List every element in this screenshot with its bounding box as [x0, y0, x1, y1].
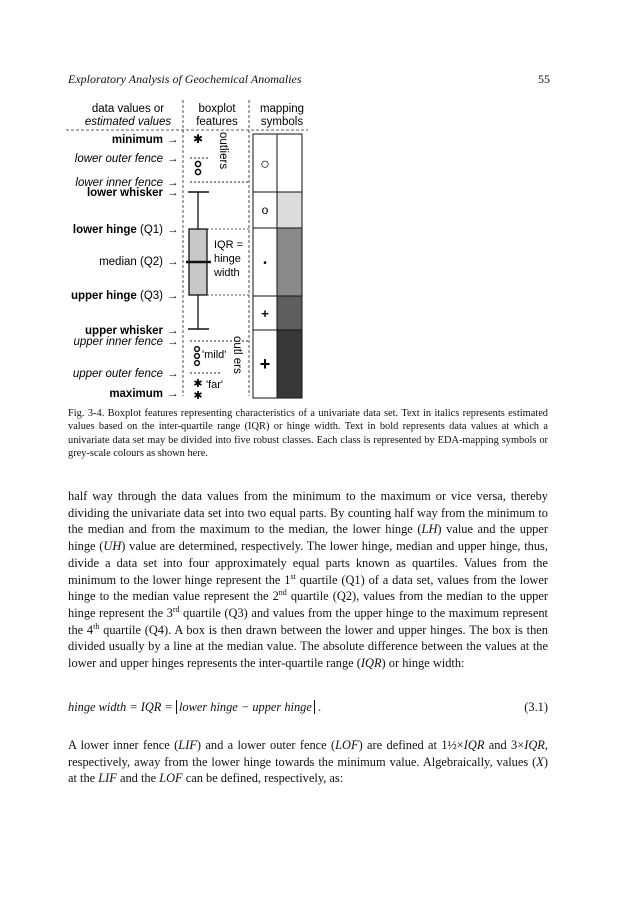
equation-3-1	[68, 700, 548, 715]
grey-class-5	[277, 330, 302, 398]
figure-caption: Fig. 3-4. Boxplot features representing characteristics of a univariate data set. Text in italics represents estimated values based on the inter-quartile range (IQR) or hinge width. Text in bold represents data values at which a univariate data set may be divided into five robust classes. Each class is represented by EDA-mapping symbols or grey-scale colours as shown here.	[68, 408, 548, 460]
col-header-features-2: features	[196, 116, 238, 128]
outlier-mild-upper-2	[195, 354, 200, 359]
iqr-label-2: hinge	[214, 253, 241, 265]
outlier-mild-upper-3	[195, 361, 200, 366]
outlier-far-upper-1: ✱	[193, 378, 203, 390]
col-header-symbols-2: symbols	[260, 116, 304, 128]
arrow-upper-inner-fence: →	[167, 336, 179, 348]
equation-abs: lower hinge − upper hinge	[176, 700, 315, 714]
arrow-lower-outer-fence: →	[167, 153, 179, 165]
arrow-upper-outer-fence: →	[167, 368, 179, 380]
label-lower-hinge: lower hinge (Q1)	[72, 224, 163, 236]
outlier-mild-upper-1	[195, 347, 200, 352]
arrow-lower-whisker: →	[167, 187, 179, 199]
outlier-mild-lower-2	[195, 169, 200, 174]
col-header-symbols-1: mapping	[259, 103, 305, 115]
body-paragraph-1: half way through the data values from the minimum to the maximum or vice versa, thereby dividing the univariate data set into two equal parts. By counting half way from the minimum to the median and from the maximum to the median, the lower hinge (LH) value and the upper hinge (UH) value are determined, respectively. The lower hinge, median and upper hinge, thus, divide a data set into four approximately equal parts known as quartiles. Values from the minimum to the lower hinge represent the 1st quartile (Q1) of a data set, values from the lower hinge to the median value represent the 2nd quartile (Q2), values from the median to the upper hinge represent the 3rd quartile (Q3) and values from the upper hinge to the maximum represent the 4th quartile (Q4). A box is then drawn between the lower and upper hinges. The box is then divided usually by a line at the median value. The absolute difference between the values at the lower and upper hinges represents the inter-quartile range (IQR) or hinge width:	[68, 489, 548, 671]
grey-class-2	[277, 192, 302, 228]
symbol-dot: •	[263, 258, 267, 269]
boxplot-figure	[62, 96, 312, 402]
col-header-features-1: boxplot	[198, 103, 236, 115]
arrow-upper-whisker: →	[167, 325, 179, 337]
iqr-label-3: width	[214, 267, 240, 279]
arrow-lower-hinge: →	[167, 224, 179, 236]
label-upper-outer-fence: upper outer fence	[72, 368, 163, 380]
grey-class-1	[277, 134, 302, 192]
symbol-small-circle: o	[261, 203, 269, 217]
symbol-small-plus: +	[261, 306, 269, 321]
label-upper-inner-fence: upper inner fence	[73, 336, 163, 348]
arrow-upper-hinge: →	[167, 290, 179, 302]
arrow-minimum: →	[167, 134, 179, 146]
mild-label: 'mild'	[202, 349, 227, 361]
body-paragraph-2: A lower inner fence (LIF) and a lower outer fence (LOF) are defined at 1½×IQR and 3×IQR, respectively, away from the lower hinge towards the minimum value. Algebraically, values (X) at the LIF and the LOF can be defined, respectively, as:	[68, 738, 548, 786]
label-upper-hinge: upper hinge (Q3)	[70, 290, 163, 302]
far-label: 'far'	[206, 379, 224, 391]
outlier-far-lower: ✱	[192, 132, 204, 146]
outlier-mild-lower-1	[195, 161, 200, 166]
iqr-label-1: IQR =	[214, 239, 244, 251]
symbol-big-plus: +	[259, 354, 271, 374]
equation-end: .	[314, 700, 322, 714]
label-lower-whisker: lower whisker	[86, 187, 163, 199]
equation-number: (3.1)	[524, 700, 548, 714]
label-lower-inner-fence: lower inner fence	[75, 177, 163, 189]
running-header-title: Exploratory Analysis of Geochemical Anomalies	[68, 72, 302, 86]
symbol-big-circle: ○	[260, 156, 270, 173]
label-lower-outer-fence: lower outer fence	[74, 153, 163, 165]
arrow-lower-inner-fence: →	[167, 177, 179, 189]
equation-lhs: hinge width = IQR =	[68, 700, 176, 714]
page-number: 55	[538, 72, 550, 86]
grey-class-4	[277, 296, 302, 330]
col-header-values-2: estimated values	[84, 116, 172, 128]
outliers-label-bottom: outl ers	[231, 336, 243, 374]
outliers-label-top: outliers	[217, 132, 229, 170]
grey-class-3	[277, 228, 302, 296]
col-header-values-1: data values or	[91, 103, 165, 115]
arrow-median: →	[167, 256, 179, 268]
outlier-far-upper-2: ✱	[193, 390, 203, 402]
label-minimum: minimum	[111, 134, 163, 146]
label-upper-whisker: upper whisker	[85, 325, 163, 337]
label-maximum: maximum	[109, 388, 163, 400]
arrow-maximum: →	[167, 388, 179, 400]
label-median: median (Q2)	[99, 256, 163, 268]
